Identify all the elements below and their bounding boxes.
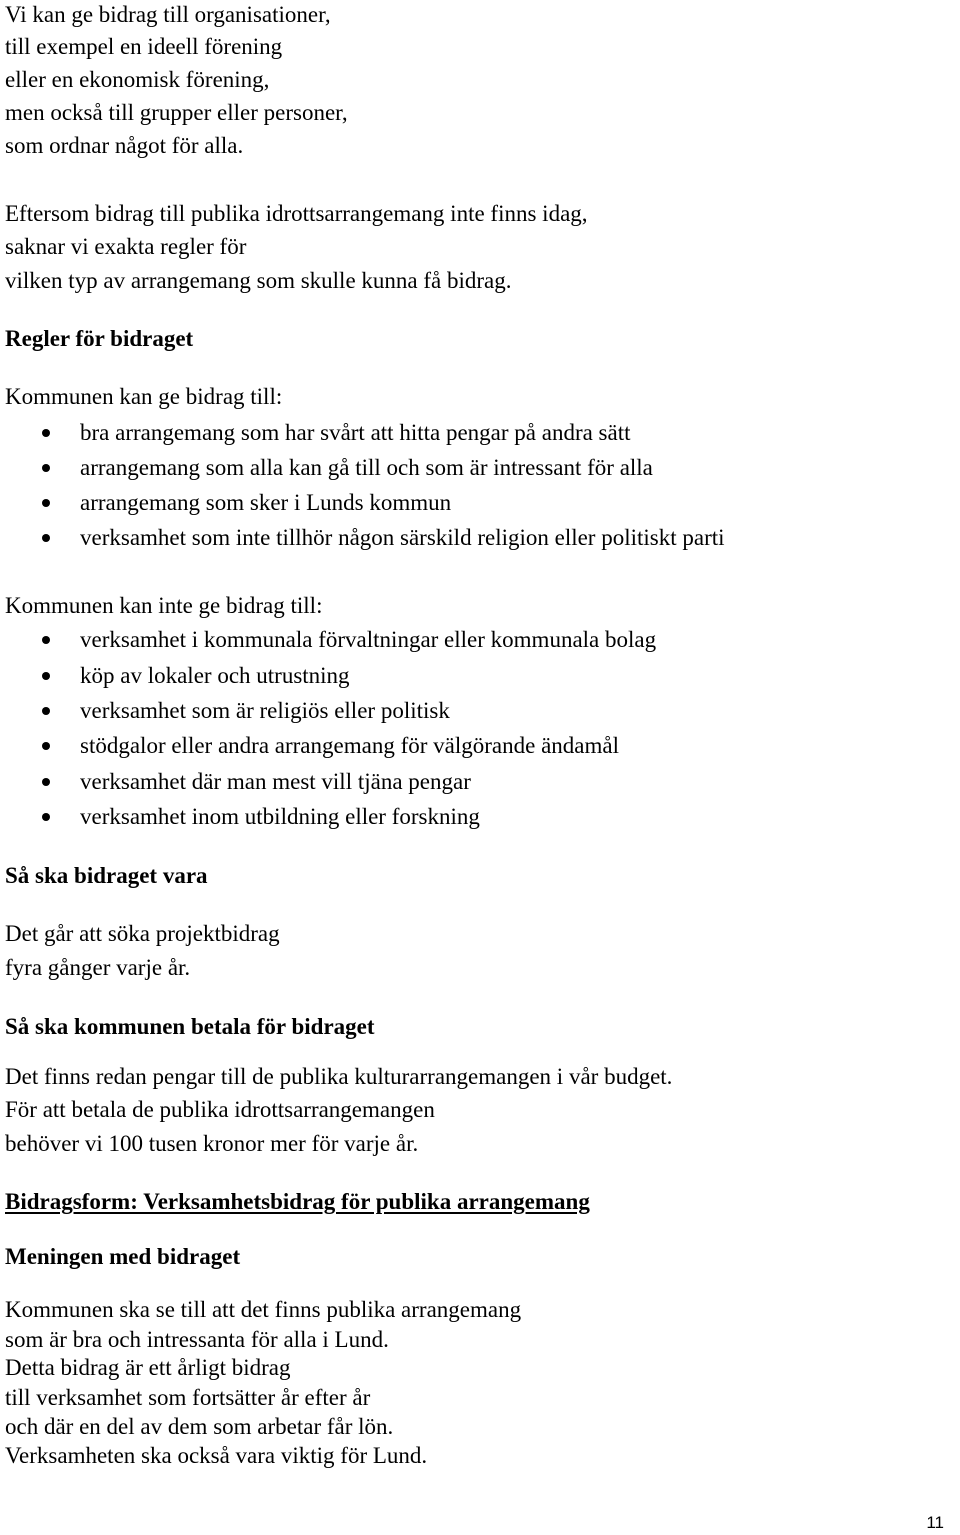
list-item: verksamhet i kommunala förvaltningar eller kommunala bolag [80,627,657,652]
rules-can-intro: Kommunen kan ge bidrag till: [5,384,283,409]
rules-cannot-intro: Kommunen kan inte ge bidrag till: [5,593,323,618]
purpose-line: som är bra och intressanta för alla i Lund. [5,1327,389,1352]
list-item: verksamhet inom utbildning eller forskning [80,804,480,829]
bullet-icon [42,636,50,644]
intro-line: men också till grupper eller personer, [5,100,348,125]
payment-line: Det finns redan pengar till de publika kulturarrangemangen i vår budget. [5,1064,673,1089]
purpose-line: till verksamhet som fortsätter år efter år [5,1385,371,1410]
form-line: fyra gånger varje år. [5,955,191,980]
form-line: Det går att söka projektbidrag [5,921,280,946]
intro-line: eller en ekonomisk förening, [5,67,270,92]
purpose-heading: Meningen med bidraget [5,1244,241,1269]
form-heading: Så ska bidraget vara [5,863,208,888]
intro-line: till exempel en ideell förening [5,34,283,59]
section-title: Bidragsform: Verksamhetsbidrag för publika arrangemang [5,1189,590,1214]
purpose-line: Kommunen ska se till att det finns publika arrangemang [5,1297,522,1322]
purpose-line: Verksamheten ska också vara viktig för Lund. [5,1443,428,1468]
bullet-icon [42,778,50,786]
bullet-icon [42,534,50,542]
bullet-icon [42,499,50,507]
bullet-icon [42,672,50,680]
rules-heading: Regler för bidraget [5,326,194,351]
list-item: arrangemang som sker i Lunds kommun [80,490,452,515]
bullet-icon [42,429,50,437]
bullet-icon [42,813,50,821]
payment-line: För att betala de publika idrottsarrangemangen [5,1097,435,1122]
intro-line: som ordnar något för alla. [5,133,244,158]
list-item: köp av lokaler och utrustning [80,663,350,688]
bullet-icon [42,464,50,472]
payment-heading: Så ska kommunen betala för bidraget [5,1014,375,1039]
list-item: verksamhet där man mest vill tjäna pengar [80,769,471,794]
purpose-line: Detta bidrag är ett årligt bidrag [5,1355,291,1380]
note-line: saknar vi exakta regler för [5,234,247,259]
page-number: 11 [926,1513,944,1532]
bullet-icon [42,707,50,715]
payment-line: behöver vi 100 tusen kronor mer för varje år. [5,1131,419,1156]
note-line: Eftersom bidrag till publika idrottsarrangemang inte finns idag, [5,201,588,226]
list-item: verksamhet som är religiös eller politisk [80,698,450,723]
list-item: verksamhet som inte tillhör någon särskild religion eller politiskt parti [80,525,725,550]
note-line: vilken typ av arrangemang som skulle kunna få bidrag. [5,268,512,293]
list-item: arrangemang som alla kan gå till och som är intressant för alla [80,455,653,480]
list-item: stödgalor eller andra arrangemang för välgörande ändamål [80,733,619,758]
intro-line: Vi kan ge bidrag till organisationer, [5,2,331,27]
purpose-line: och där en del av dem som arbetar får lön. [5,1414,394,1439]
list-item: bra arrangemang som har svårt att hitta pengar på andra sätt [80,420,631,445]
bullet-icon [42,742,50,750]
